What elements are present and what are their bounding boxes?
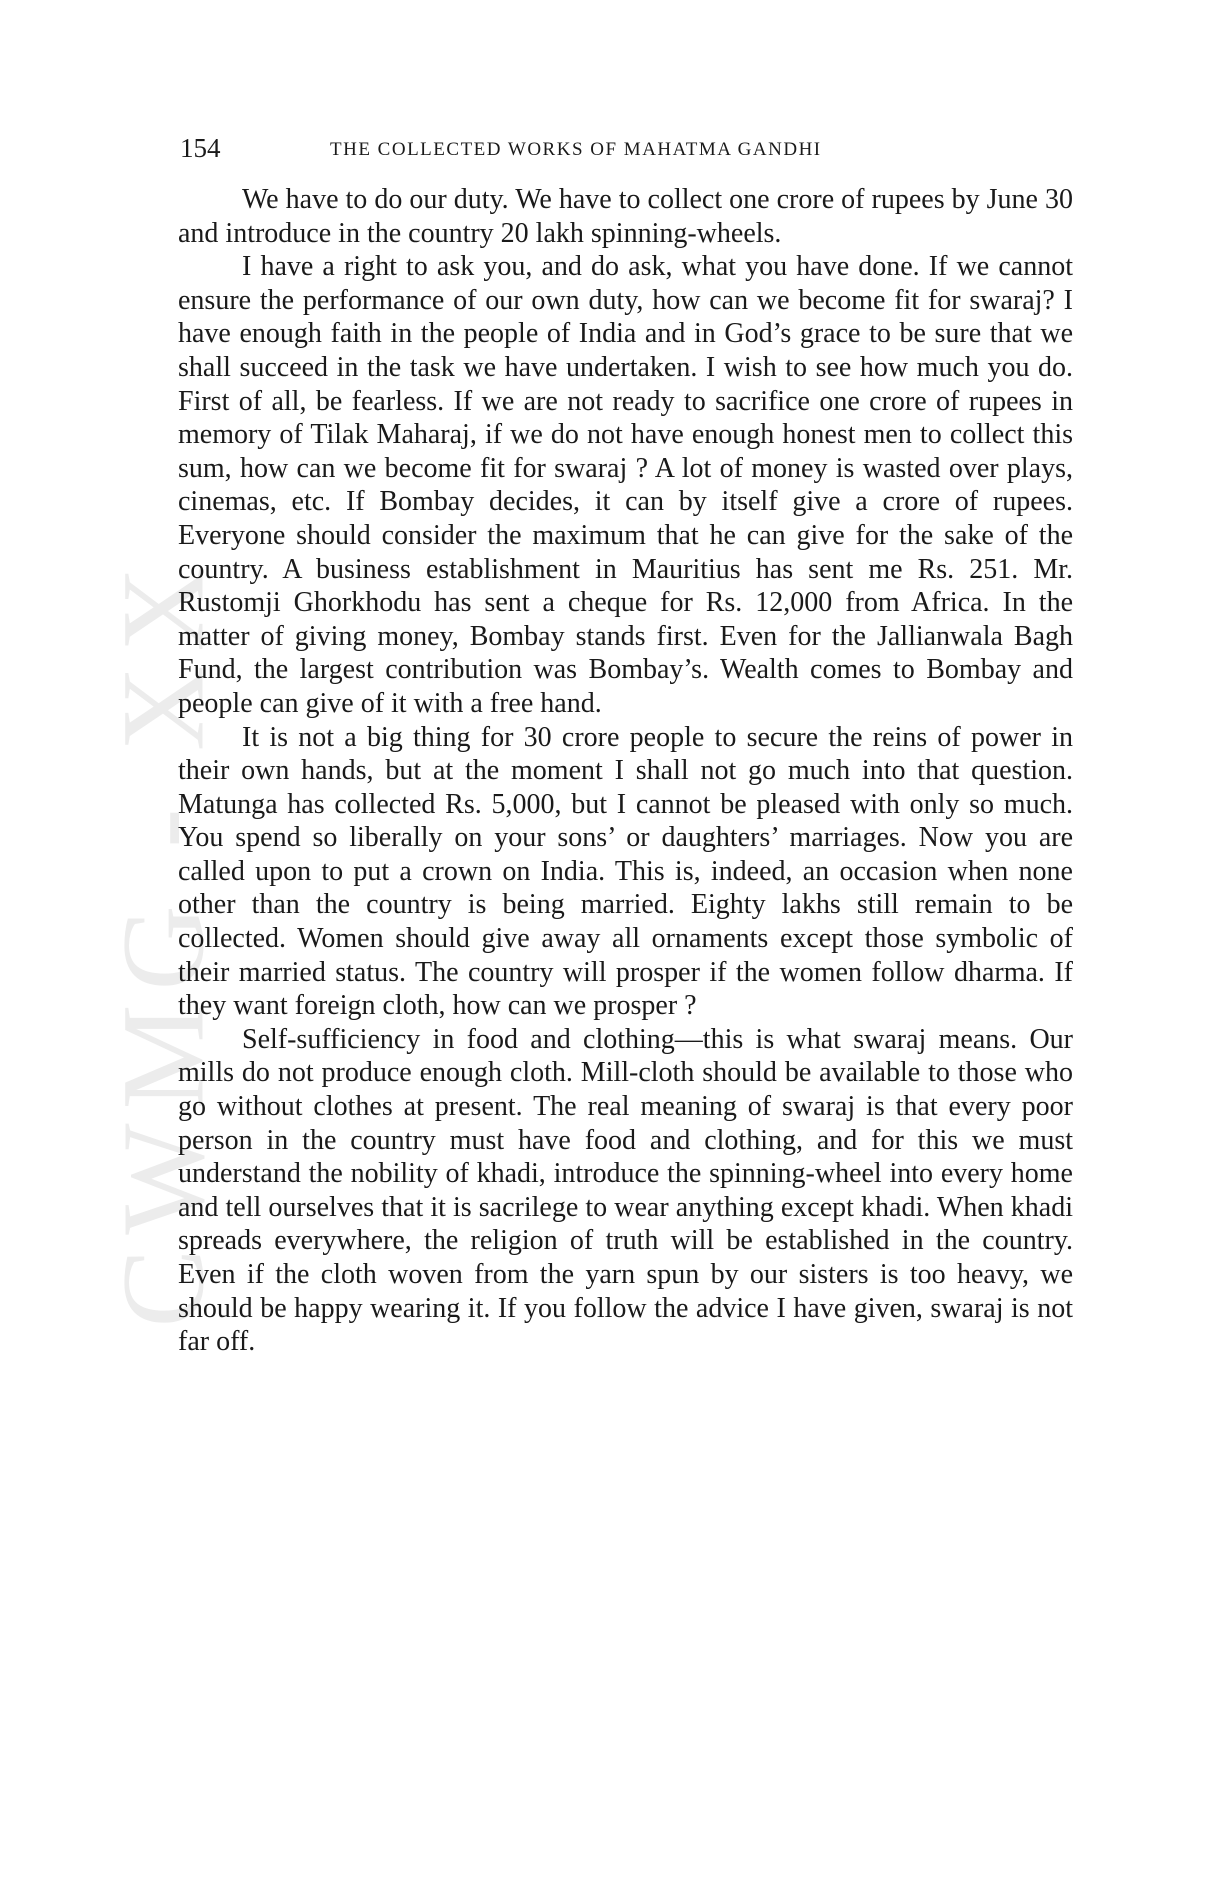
watermark-text: CWMG - XX xyxy=(97,552,229,1328)
paragraph-3: It is not a big thing for 30 crore people to secure the reins of power in their own hands, but at the moment I shall not go much into that question. Matunga has collected Rs. 5,000, but I cannot be pleased with only so much. You spend so liberally on your sons’ or daughters’ marriages. Now you are called upon to put a crown on India. This is, indeed, an occasion when none other than the country is being married. Eighty lakhs still remain to be collected. Women should give away all ornaments except those symbolic of their married status. The country will prosper if the women follow dharma. If they want foreign cloth, how can we prosper ? xyxy=(178,721,1073,1022)
running-head-title: THE COLLECTED WORKS OF MAHATMA GANDHI xyxy=(330,139,822,160)
running-head xyxy=(180,128,1040,168)
paragraph-4: Self-sufficiency in food and clothing—this is what swaraj means. Our mills do not produce enough cloth. Mill-cloth should be available to those who go without clothes at present. The real meaning of swaraj is that every poor person in the country must have food and clothing, and for this we must understand the nobility of khadi, introduce the spinning-wheel into every home and tell ourselves that it is sacrilege to wear anything except khadi. When khadi spreads everywhere, the religion of truth will be established in the country. Even if the cloth woven from the yarn spun by our sisters is too heavy, we should be happy wearing it. If you follow the advice I have given, swaraj is not far off. xyxy=(178,1023,1073,1358)
body-text xyxy=(178,183,1073,1359)
paragraph-1: We have to do our duty. We have to collect one crore of rupees by June 30 and introduce in the country 20 lakh spinning-wheels. xyxy=(178,184,1073,249)
paragraph-2: I have a right to ask you, and do ask, what you have done. If we cannot ensure the performance of our own duty, how can we become fit for swaraj? I have enough faith in the people of India and in God’s grace to be sure that we shall succeed in the task we have undertaken. I wish to see how much you do. First of all, be fearless. If we are not ready to sacrifice one crore of rupees in memory of Tilak Maharaj, if we do not have enough honest men to collect this sum, how can we become fit for swaraj ? A lot of money is wasted over plays, cinemas, etc. If Bombay decides, it can by itself give a crore of rupees. Everyone should consider the maximum that he can give for the sake of the country. A business establishment in Mauritius has sent me Rs. 251. Mr. Rustomji Ghorkhodu has sent a cheque for Rs. 12,000 from Africa. In the matter of giving money, Bombay stands first. Even for the Jallianwala Bagh Fund, the largest contribution was Bombay’s. Wealth comes to Bombay and people can give of it with a free hand. xyxy=(178,251,1073,719)
page-number: 154 xyxy=(180,133,221,163)
